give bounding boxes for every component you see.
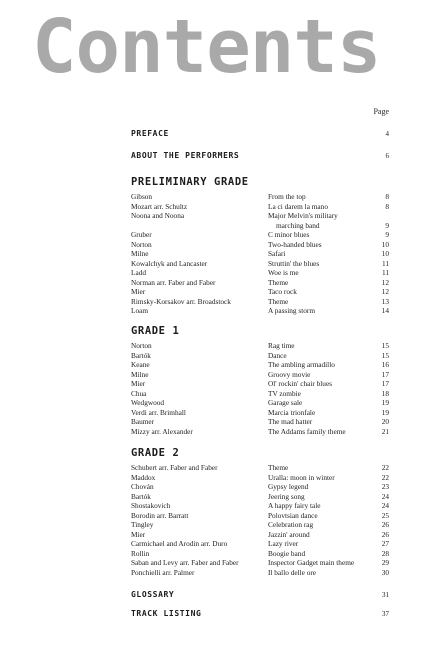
- piece-title: The ambling armadillo: [268, 360, 335, 369]
- composer-name: Norton: [131, 341, 152, 350]
- piece-title: Boogie band: [268, 548, 306, 558]
- page-number: 8: [385, 201, 389, 211]
- composer-name: Mizzy arr. Alexander: [131, 426, 193, 436]
- piece-title: Theme: [268, 463, 289, 472]
- toc-row[interactable]: [131, 530, 389, 540]
- composer-name: Gruber: [131, 230, 152, 239]
- page-number: 19: [381, 398, 389, 407]
- piece-title: Taco rock: [268, 287, 297, 296]
- toc-row[interactable]: [131, 558, 389, 568]
- piece-title: Theme: [268, 296, 289, 306]
- page-number: 15: [381, 341, 389, 350]
- composer-name: Maddox: [131, 472, 156, 482]
- toc-row[interactable]: [131, 211, 389, 230]
- piece-title: The mad hatter: [268, 417, 313, 426]
- piece-title: Inspector Gadget main theme: [268, 558, 355, 567]
- page-number: 21: [381, 426, 389, 436]
- section-label: ABOUT THE PERFORMERS: [131, 151, 240, 160]
- grade-heading-preliminary: PRELIMINARY GRADE: [131, 176, 249, 188]
- grade-heading-grade-2: GRADE 2: [131, 447, 180, 459]
- composer-name: Gibson: [131, 192, 153, 201]
- composer-name: Ladd: [131, 268, 146, 277]
- toc-row[interactable]: [131, 351, 389, 361]
- page-number: 22: [381, 472, 389, 482]
- page-number: 24: [381, 491, 389, 501]
- toc-row[interactable]: [131, 511, 389, 521]
- page-number: 12: [381, 287, 389, 296]
- section-label: PREFACE: [131, 129, 169, 138]
- page-number: 8: [385, 192, 389, 201]
- toc-row[interactable]: [131, 202, 389, 212]
- grade-list-grade-2: [131, 463, 389, 577]
- toc-row[interactable]: [131, 492, 389, 502]
- composer-name: Wedgwood: [131, 398, 165, 407]
- toc-row[interactable]: [131, 360, 389, 370]
- section-label: GLOSSARY: [131, 590, 175, 599]
- piece-title: Theme: [268, 277, 289, 287]
- page-number: 26: [381, 529, 389, 539]
- page-number: 16: [381, 360, 389, 369]
- piece-title: Woe is me: [268, 268, 299, 277]
- composer-name: Baumer: [131, 417, 155, 426]
- composer-name: Milne: [131, 249, 149, 258]
- toc-row[interactable]: [131, 549, 389, 559]
- page-number: 10: [381, 249, 389, 258]
- piece-title: Struttin' the blues: [268, 258, 320, 268]
- page-number: 14: [381, 306, 389, 315]
- toc-entry-glossary[interactable]: [131, 590, 389, 602]
- toc-entry-preface[interactable]: [131, 129, 389, 141]
- toc-row[interactable]: [131, 473, 389, 483]
- toc-entry-about-performers[interactable]: [131, 151, 389, 163]
- composer-name: Mier: [131, 379, 146, 388]
- composer-name: Verdi arr. Brimhall: [131, 407, 186, 417]
- page-number: 28: [381, 548, 389, 558]
- toc-row[interactable]: [131, 192, 389, 202]
- page-number: 20: [381, 417, 389, 426]
- composer-name: Mier: [131, 287, 146, 296]
- page-number: 9: [385, 230, 389, 239]
- piece-title: Rag time: [268, 341, 295, 350]
- toc-row[interactable]: [131, 408, 389, 418]
- piece-title: TV zombie: [268, 388, 301, 398]
- toc-row[interactable]: [131, 539, 389, 549]
- toc-row[interactable]: [131, 268, 389, 278]
- toc-row[interactable]: [131, 417, 389, 427]
- page-number: 22: [381, 463, 389, 472]
- piece-title: Dance: [268, 350, 287, 360]
- composer-name: Chua: [131, 388, 147, 398]
- composer-name: Chován: [131, 482, 154, 491]
- piece-title: Jeering song: [268, 491, 305, 501]
- piece-title: Polovtsian dance: [268, 510, 318, 520]
- toc-row[interactable]: [131, 287, 389, 297]
- page-number: 17: [381, 369, 389, 379]
- piece-title: Jazzin' around: [268, 529, 310, 539]
- page-number: 4: [385, 130, 389, 138]
- page-number: 15: [381, 350, 389, 360]
- composer-name: Noona and Noona: [131, 211, 185, 220]
- page-number: 29: [381, 558, 389, 567]
- toc-row[interactable]: [131, 259, 389, 269]
- page-number: 12: [381, 277, 389, 287]
- page-number: 11: [381, 268, 389, 277]
- page-number: 17: [381, 379, 389, 388]
- composer-name: Milne: [131, 369, 149, 379]
- composer-name: Tingley: [131, 520, 154, 529]
- composer-name: Carmichael and Arodin arr. Duro: [131, 539, 228, 548]
- toc-row[interactable]: [131, 463, 389, 473]
- toc-entry-track-listing[interactable]: [131, 609, 389, 621]
- composer-name: Saban and Levy arr. Faber and Faber: [131, 558, 239, 567]
- composer-name: Keane: [131, 360, 150, 369]
- toc-row[interactable]: [131, 520, 389, 530]
- page-number: 31: [382, 591, 389, 599]
- toc-row[interactable]: [131, 389, 389, 399]
- piece-title: Gypsy legend: [268, 482, 309, 491]
- toc-row[interactable]: [131, 427, 389, 437]
- toc-row[interactable]: [131, 278, 389, 288]
- composer-name: Mozart arr. Schultz: [131, 201, 188, 211]
- piece-title: La ci darem la mano: [268, 201, 328, 211]
- toc-row[interactable]: [131, 297, 389, 307]
- piece-title: Major Melvin's military: [268, 211, 338, 220]
- composer-name: Shostakovich: [131, 501, 171, 510]
- piece-title: Two-handed blues: [268, 239, 322, 249]
- composer-name: Rollin: [131, 548, 150, 558]
- page-number: 37: [382, 610, 389, 618]
- toc-row[interactable]: [131, 482, 389, 492]
- page-number: 10: [381, 239, 389, 249]
- piece-title: Groovy movie: [268, 369, 311, 379]
- composer-name: Borodin arr. Barratt: [131, 510, 189, 520]
- composer-name: Mier: [131, 529, 146, 539]
- piece-title: Uralla: moon in winter: [268, 472, 335, 482]
- page-number: 9: [385, 220, 389, 230]
- page-number: 24: [381, 501, 389, 510]
- composer-name: Bartók: [131, 491, 151, 501]
- composer-name: Schubert arr. Faber and Faber: [131, 463, 218, 472]
- page-title: Contents: [32, 4, 381, 90]
- grade-list-grade-1: [131, 341, 389, 436]
- grade-heading-grade-1: GRADE 1: [131, 325, 180, 337]
- composer-name: Ponchielli arr. Palmer: [131, 567, 195, 577]
- page-number: 23: [381, 482, 389, 491]
- page-number: 30: [381, 567, 389, 577]
- composer-name: Loam: [131, 306, 149, 315]
- composer-name: Norton: [131, 239, 152, 249]
- composer-name: Norman arr. Faber and Faber: [131, 277, 216, 287]
- piece-title: A passing storm: [268, 306, 316, 315]
- page-column-label: Page: [373, 107, 389, 116]
- page-number: 27: [381, 539, 389, 548]
- piece-title: Il ballo delle ore: [268, 567, 317, 577]
- page-number: 19: [381, 407, 389, 417]
- piece-title-continued: marching band: [276, 220, 320, 230]
- piece-title: From the top: [268, 192, 306, 201]
- page-number: 13: [381, 296, 389, 306]
- toc-row[interactable]: [131, 306, 389, 316]
- page-number: 18: [381, 388, 389, 398]
- piece-title: A happy fairy tale: [268, 501, 321, 510]
- composer-name: Bartók: [131, 350, 151, 360]
- piece-title: The Addams family theme: [268, 426, 346, 436]
- section-label: TRACK LISTING: [131, 609, 202, 618]
- piece-title: Lazy river: [268, 539, 299, 548]
- piece-title: Celebration rag: [268, 520, 314, 529]
- composer-name: Rimsky-Korsakov arr. Broadstock: [131, 296, 231, 306]
- toc-row[interactable]: [131, 398, 389, 408]
- piece-title: Safari: [268, 249, 286, 258]
- toc-row[interactable]: [131, 501, 389, 511]
- toc-row[interactable]: [131, 240, 389, 250]
- grade-list-preliminary: [131, 192, 389, 316]
- composer-name: Kowalchyk and Lancaster: [131, 258, 208, 268]
- page-number: 6: [385, 152, 389, 160]
- piece-title: Marcia trionfale: [268, 407, 316, 417]
- page-number: 26: [381, 520, 389, 529]
- piece-title: Garage sale: [268, 398, 303, 407]
- toc-row[interactable]: [131, 379, 389, 389]
- toc-row[interactable]: [131, 568, 389, 578]
- piece-title: C minor blues: [268, 230, 310, 239]
- piece-title: Ol' rockin' chair blues: [268, 379, 333, 388]
- toc-row[interactable]: [131, 370, 389, 380]
- toc-row[interactable]: [131, 341, 389, 351]
- toc-row[interactable]: [131, 230, 389, 240]
- page-number: 11: [381, 258, 389, 268]
- toc-row[interactable]: [131, 249, 389, 259]
- page-number: 25: [381, 510, 389, 520]
